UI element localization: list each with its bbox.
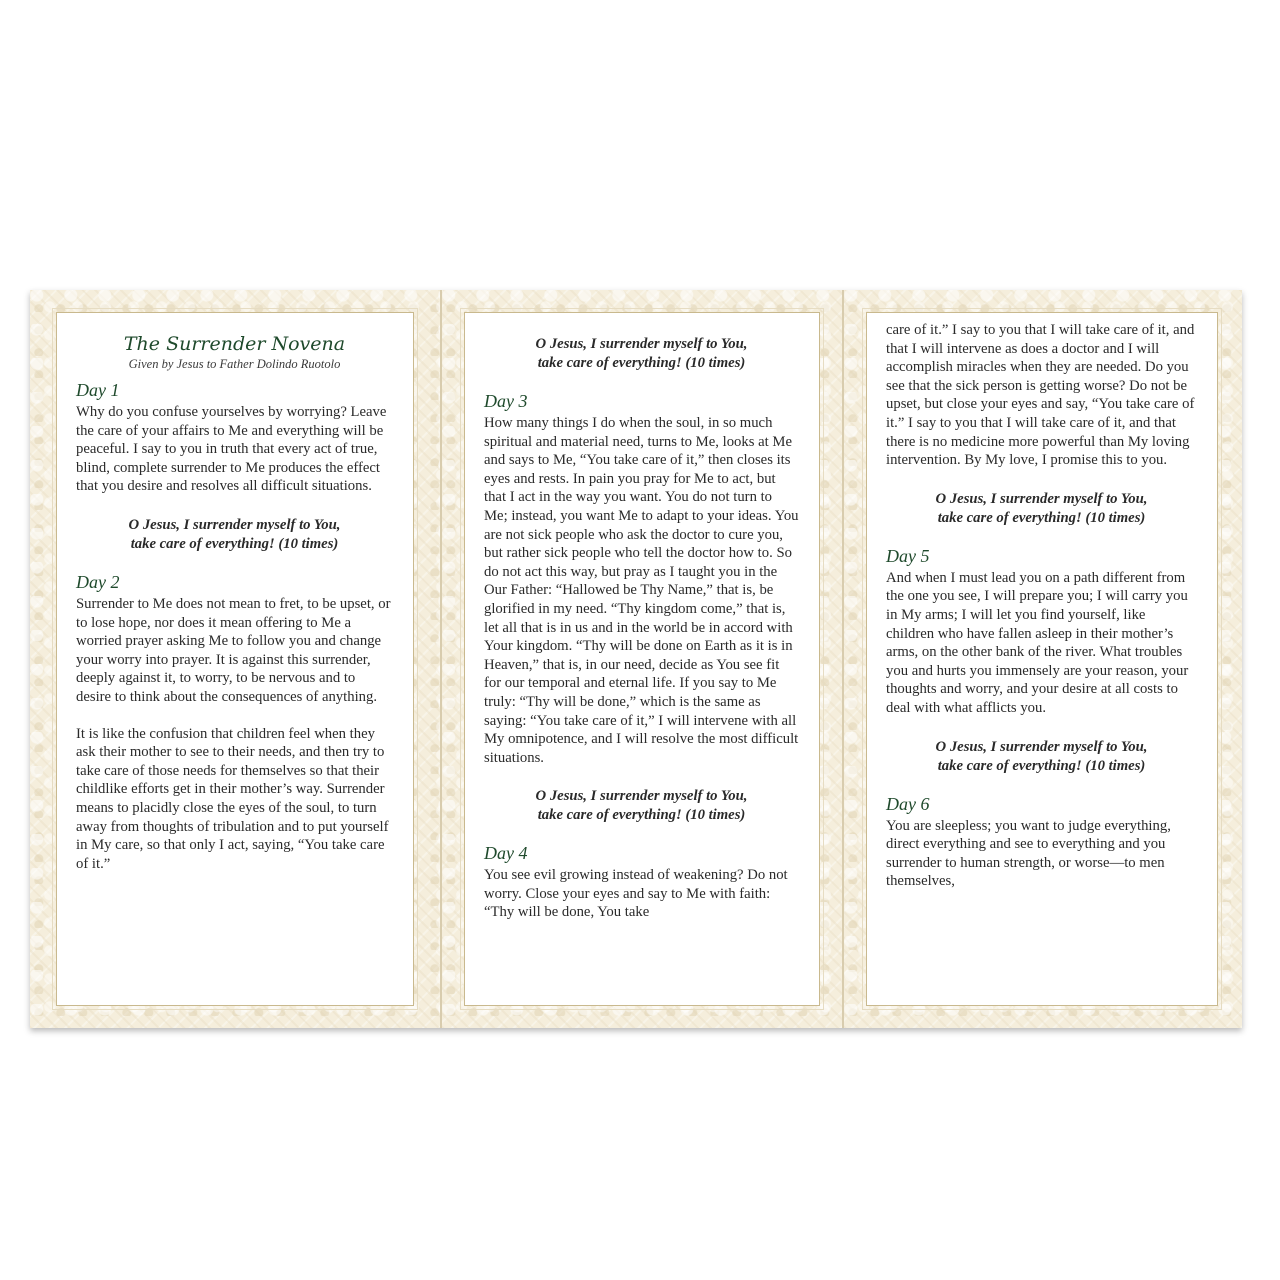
panel-left-text-area xyxy=(56,312,414,1006)
prayer-line-1: O Jesus, I surrender myself to You, xyxy=(935,738,1148,755)
panel-middle-text-area xyxy=(464,312,820,1006)
day-5-text: And when I must lead you on a path different from the one you see, I will prepare you; I will carry you in My arms; I will let you find yourself, like children who have fallen asleep in their mother’s arms, on the other bank of the river. What troubles you and hurts you immensely are your reason, your thoughts and worry, and your desire at all costs to deal with what afflicts you. xyxy=(886,569,1189,716)
prayer-refrain xyxy=(484,787,799,825)
day-2-heading: Day 2 xyxy=(76,571,120,592)
prayer-line-1: O Jesus, I surrender myself to You, xyxy=(535,336,748,352)
prayer-line-2: take care of everything! (10 times) xyxy=(937,509,1146,526)
prayer-refrain xyxy=(886,490,1197,528)
day-2-text-continued: It is like the confusion that children feel when they ask their mother to see to their needs, and then try to take care of those needs for themselves so that their childlike efforts get in their mother’s way. Surrender means to placidly close the eyes of the soul, to turn away from thoughts of tribulation and to put yourself in My care, so that only I act, saying, “You take care of it.” xyxy=(76,725,389,872)
day-6-text: You are sleepless; you want to judge everything, direct everything and see to everything and you surrender to human strength, or worse—to men themselves, xyxy=(886,817,1171,890)
day-2-text: Surrender to Me does not mean to fret, to be upset, or to lose hope, nor does it mean offering to Me a worried prayer asking Me to follow you and change your worry into prayer. It is against this surrender, deeply against it, to worry, to be nervous and to desire to think about the consequences of anything. xyxy=(76,595,391,705)
prayer-line-2: take care of everything! (10 times) xyxy=(130,535,339,552)
day-4-heading: Day 4 xyxy=(484,843,528,864)
prayer-refrain xyxy=(484,335,799,373)
day-1-heading: Day 1 xyxy=(76,380,120,400)
day-5-heading: Day 5 xyxy=(886,545,930,566)
day-4-text: You see evil growing instead of weakening? Do not worry. Close your eyes and say to Me with faith: “Thy will be done, You take xyxy=(484,867,788,921)
day-6-heading: Day 6 xyxy=(886,793,930,814)
novena-subtitle: Given by Jesus to Father Dolindo Ruotolo xyxy=(128,357,341,371)
day-1-text: Why do you confuse yourselves by worrying? Leave the care of your affairs to Me and everything will be peaceful. I say to you in truth that every act of true, blind, complete surrender to Me produces the effect that you desire and resolves all difficult situations. xyxy=(76,404,387,495)
day-3-heading: Day 3 xyxy=(484,391,528,411)
novena-brochure xyxy=(30,290,1242,1028)
prayer-line-2: take care of everything! (10 times) xyxy=(537,355,746,371)
prayer-line-1: O Jesus, I surrender myself to You, xyxy=(128,516,341,533)
panel-left xyxy=(30,290,440,1028)
prayer-line-1: O Jesus, I surrender myself to You, xyxy=(935,490,1148,507)
novena-title: The Surrender Novena xyxy=(123,333,346,355)
prayer-refrain xyxy=(76,516,393,554)
panel-right xyxy=(842,290,1242,1028)
prayer-refrain xyxy=(886,738,1197,776)
day-3-text: How many things I do when the soul, in so much spiritual and material need, turns to Me, looks at Me and says to Me, “You take care of it,” then closes its eyes and rests. In pain you pray for Me to act, but that I act in the way you want. You do not turn to Me; instead, you want Me to adapt to your ideas. You are not sick people who ask the doctor to cure you, but rather sick people who tell the doctor how to. So do not act this way, but pray as I taught you in the Our Father: “Hallowed be Thy Name,” that is, be glorified in my need. “Thy kingdom come,” that is, let all that is in us and in the world be in accord with Your kingdom. “Thy will be done on Earth as it is in Heaven,” that is, in our need, decide as You see fit for our temporal and eternal life. If you say to Me truly: “Thy will be done,” which is the same as saying: “You take care of it,” I will intervene with all My omnipotence, and I will resolve the most difficult situations. xyxy=(484,415,799,766)
panel-middle xyxy=(440,290,842,1028)
prayer-line-2: take care of everything! (10 times) xyxy=(937,757,1146,774)
prayer-line-2: take care of everything! (10 times) xyxy=(537,807,746,824)
prayer-line-1: O Jesus, I surrender myself to You, xyxy=(535,788,748,805)
day-4-text-continued: care of it.” I say to you that I will take care of it, and that I will intervene as does a doctor and I will accomplish miracles when they are needed. Do you see that the sick person is getting worse? Do not be upset, but close your eyes and say, “You take care of it.” I say to you that I will take care of it, and that there is no medicine more powerful than My loving intervention. By My love, I promise this to you. xyxy=(886,322,1195,469)
panel-right-text-area xyxy=(866,312,1218,1006)
